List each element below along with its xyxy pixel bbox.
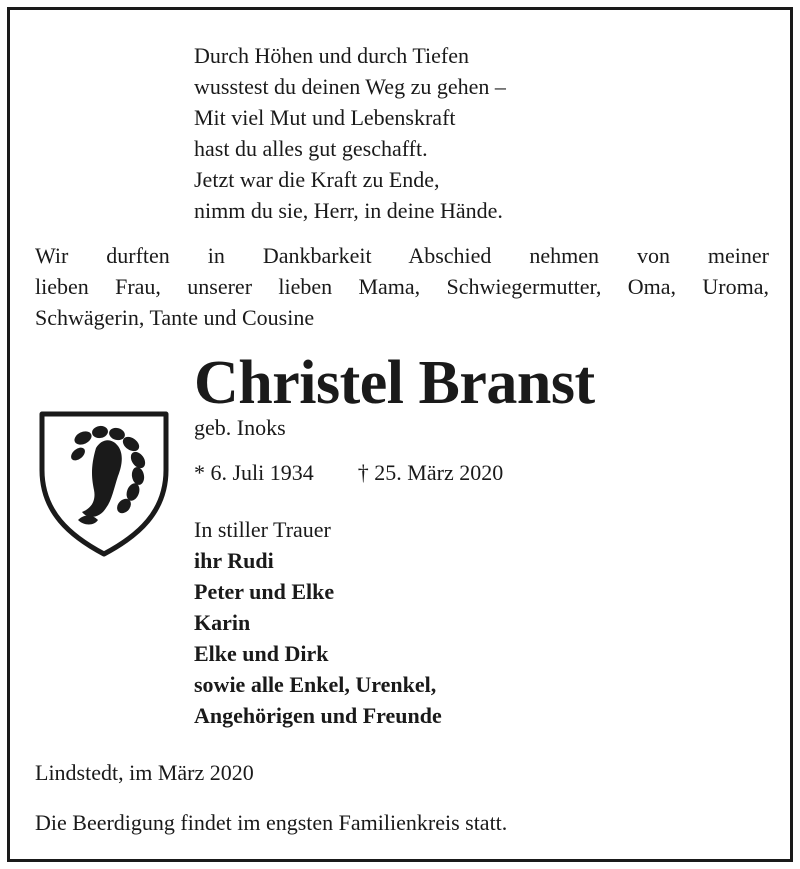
- life-dates: [194, 458, 503, 488]
- mourner-name: Karin: [194, 610, 251, 635]
- poem-line: hast du alles gut geschafft.: [194, 136, 428, 161]
- birth-date: * 6. Juli 1934: [194, 460, 314, 485]
- mourner-name: ihr Rudi: [194, 548, 274, 573]
- poem-line: Jetzt war die Kraft zu Ende,: [194, 167, 440, 192]
- intro-text: [35, 240, 769, 333]
- deceased-name: Christel Branst: [194, 349, 595, 417]
- mourner-name: sowie alle Enkel, Urenkel,: [194, 672, 437, 697]
- intro-line: Wir durften in Dankbarkeit Abschied nehmen von meiner: [35, 243, 769, 268]
- coat-of-arms-icon: [38, 408, 170, 558]
- death-date: † 25. März 2020: [357, 460, 504, 485]
- poem-line: wusstest du deinen Weg zu gehen –: [194, 74, 506, 99]
- place-date: Lindstedt, im März 2020: [35, 760, 254, 785]
- poem-line: Durch Höhen und durch Tiefen: [194, 43, 469, 68]
- mourner-name: Peter und Elke: [194, 579, 335, 604]
- burial-note: Die Beerdigung findet im engsten Familienkreis statt.: [35, 810, 508, 835]
- intro-line: lieben Frau, unserer lieben Mama, Schwiegermutter, Oma, Uroma,: [35, 274, 769, 299]
- poem: [194, 40, 506, 226]
- poem-line: Mit viel Mut und Lebenskraft: [194, 105, 456, 130]
- birth-name: geb. Inoks: [194, 415, 286, 440]
- mourners-block: [194, 514, 442, 731]
- obituary-frame: [7, 7, 793, 862]
- intro-line: Schwägerin, Tante und Cousine: [35, 305, 315, 330]
- poem-line: nimm du sie, Herr, in deine Hände.: [194, 198, 503, 223]
- mourner-name: Angehörigen und Freunde: [194, 703, 442, 728]
- mourner-name: Elke und Dirk: [194, 641, 329, 666]
- mourners-heading: In stiller Trauer: [194, 517, 331, 542]
